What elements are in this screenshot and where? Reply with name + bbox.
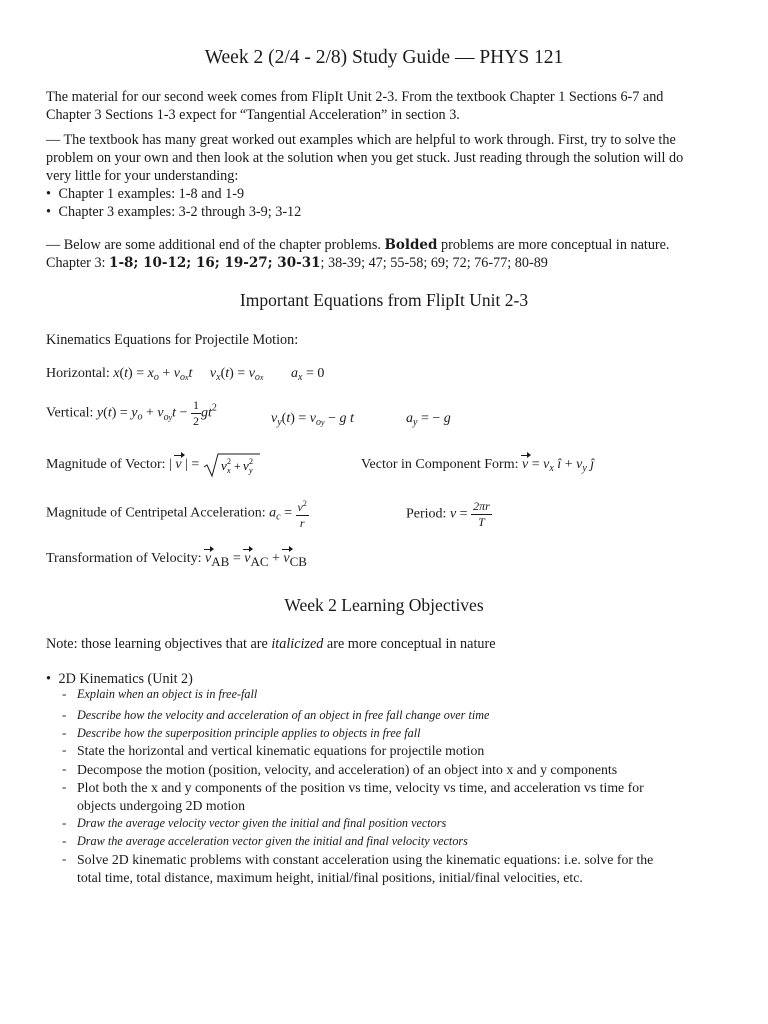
transformation-label: Transformation of Velocity:: [46, 551, 206, 566]
vertical-velocity: $v_y(t) = v_{oy} - g$ t: [271, 411, 354, 428]
topic-label: 2D Kinematics (Unit 2): [58, 671, 193, 687]
centripetal-label: Magnitude of Centripetal Acceleration:: [46, 505, 270, 521]
objective-item-continued: objects undergoing 2D motion: [77, 798, 245, 813]
objective-dash: -: [62, 815, 67, 830]
page-title: Week 2 (2/4 - 2/8) Study Guide — PHYS 121: [204, 47, 564, 68]
svg-text:2: 2: [248, 457, 253, 466]
intro-line-2: Chapter 3 Sections 1-3 expect for “Tangential Acceleration” in section 3.: [46, 107, 460, 123]
objective-item: Describe how the superposition principle applies to objects in free fall: [77, 726, 421, 740]
horizontal-equations: Horizontal: $x(t) = x_o + v_{ox}t$ $v_x(t) = v_{ox}$ $a_x = 0$: [46, 366, 325, 383]
svg-text:+: +: [233, 459, 241, 473]
problems-line-2: [46, 254, 548, 272]
svg-text:2: 2: [226, 457, 231, 466]
objective-dash: -: [62, 779, 67, 794]
objective-dash: -: [62, 707, 67, 722]
example-bullet-2: [46, 203, 301, 221]
objective-dash: -: [62, 686, 67, 701]
equations-heading: Important Equations from FlipIt Unit 2-3: [239, 290, 529, 310]
objective-item: Plot both the x and y components of the position vs time, velocity vs time, and acceleration vs time for: [77, 780, 644, 795]
objectives-note: [46, 635, 496, 653]
svg-text:x: x: [226, 466, 231, 475]
examples-line-2: problem on your own and then look at the solution when you get stuck. Just reading through the solution will do: [46, 150, 684, 166]
objective-dash: -: [62, 851, 67, 866]
square-root-icon: [203, 452, 261, 478]
objective-item: Draw the average velocity vector given the initial and final position vectors: [77, 816, 447, 830]
example-bullet-1: [46, 185, 244, 203]
examples-line-1: — The textbook has many great worked out examples which are helpful to work through. First, try to solve the: [46, 132, 676, 148]
bullet-marker: •: [46, 671, 51, 687]
objectives-heading: Week 2 Learning Objectives: [284, 595, 484, 615]
component-form-equation: Vector in Component Form: $v = v_x$ î + $v_y$ ĵ: [361, 457, 595, 474]
period-equation: Period: v = $\frac{2\pi r}{T}$: [406, 499, 490, 529]
problems-other-list: ; 38-39; 47; 55-58; 69; 72; 76-77; 80-89: [320, 255, 548, 271]
objective-dash: -: [62, 725, 67, 740]
objective-item: Explain when an object is in free-fall: [77, 687, 258, 701]
objective-dash: -: [62, 742, 67, 757]
problems-conceptual-list: 1-8; 10-12; 16; 19-27; 30-31: [109, 255, 321, 271]
problems-line-1: [46, 236, 669, 254]
magnitude-label: Magnitude of Vector:: [46, 457, 169, 473]
svg-text:y: y: [248, 466, 253, 475]
objective-item: State the horizontal and vertical kinematic equations for projectile motion: [77, 743, 485, 758]
kinematics-label: Kinematics Equations for Projectile Motion:: [46, 332, 299, 348]
note-text: Note: those learning objectives that are: [46, 636, 272, 652]
note-italic-word: italicized: [271, 636, 324, 652]
period-label: Period:: [406, 506, 450, 522]
objective-item-continued: total time, total distance, maximum height, initial/final positions, initial/final velocities, etc.: [77, 870, 583, 885]
note-text: are more conceptual in nature: [323, 636, 496, 652]
svg-text:v: v: [220, 458, 227, 473]
bullet-text: Chapter 1 examples: 1-8 and 1-9: [58, 186, 245, 202]
problems-chapter-label: Chapter 3:: [46, 255, 110, 271]
problems-text: problems are more conceptual in nature.: [437, 237, 670, 253]
problems-text: — Below are some additional end of the chapter problems.: [46, 237, 385, 253]
centripetal-equation: Magnitude of Centripetal Acceleration: $a_c$ = $\frac{v^2}{r}$: [46, 496, 309, 531]
problems-bold-word: Bolded: [384, 237, 438, 253]
vertical-label: Vertical:: [46, 405, 97, 421]
objective-dash: -: [62, 761, 67, 776]
magnitude-equation: Magnitude of Vector: | v | = v x 2 + v y 2: [46, 452, 261, 478]
objective-dash: -: [62, 833, 67, 848]
horizontal-label: Horizontal:: [46, 366, 114, 381]
topic-bullet: [46, 670, 193, 688]
vertical-equations: Vertical: $y(t) = y_o + v_{oy}t$ − $\frac{1}{2}$ $gt^2$: [46, 398, 217, 428]
bullet-marker: •: [46, 204, 51, 220]
examples-line-3: very little for your understanding:: [46, 168, 239, 184]
objective-item: Draw the average acceleration vector given the initial and final velocity vectors: [77, 834, 468, 848]
intro-line-1: The material for our second week comes from FlipIt Unit 2-3. From the textbook Chapter 1 Sections 6-7 and: [46, 89, 664, 105]
vertical-acceleration: $a_y$ = − g: [406, 411, 451, 428]
objective-item: Solve 2D kinematic problems with constant acceleration using the kinematic equations: i.e. solve for the: [77, 852, 654, 867]
transformation-equation: Transformation of Velocity: vAB = vAC + vCB: [46, 551, 307, 569]
objective-item: Describe how the velocity and acceleration of an object in free fall change over time: [77, 708, 490, 722]
component-label: Vector in Component Form:: [361, 457, 522, 472]
bullet-text: Chapter 3 examples: 3-2 through 3-9; 3-12: [58, 204, 302, 220]
svg-text:v: v: [242, 458, 249, 473]
bullet-marker: •: [46, 186, 51, 202]
objective-item: Decompose the motion (position, velocity, and acceleration) of an object into x and y components: [77, 762, 618, 777]
